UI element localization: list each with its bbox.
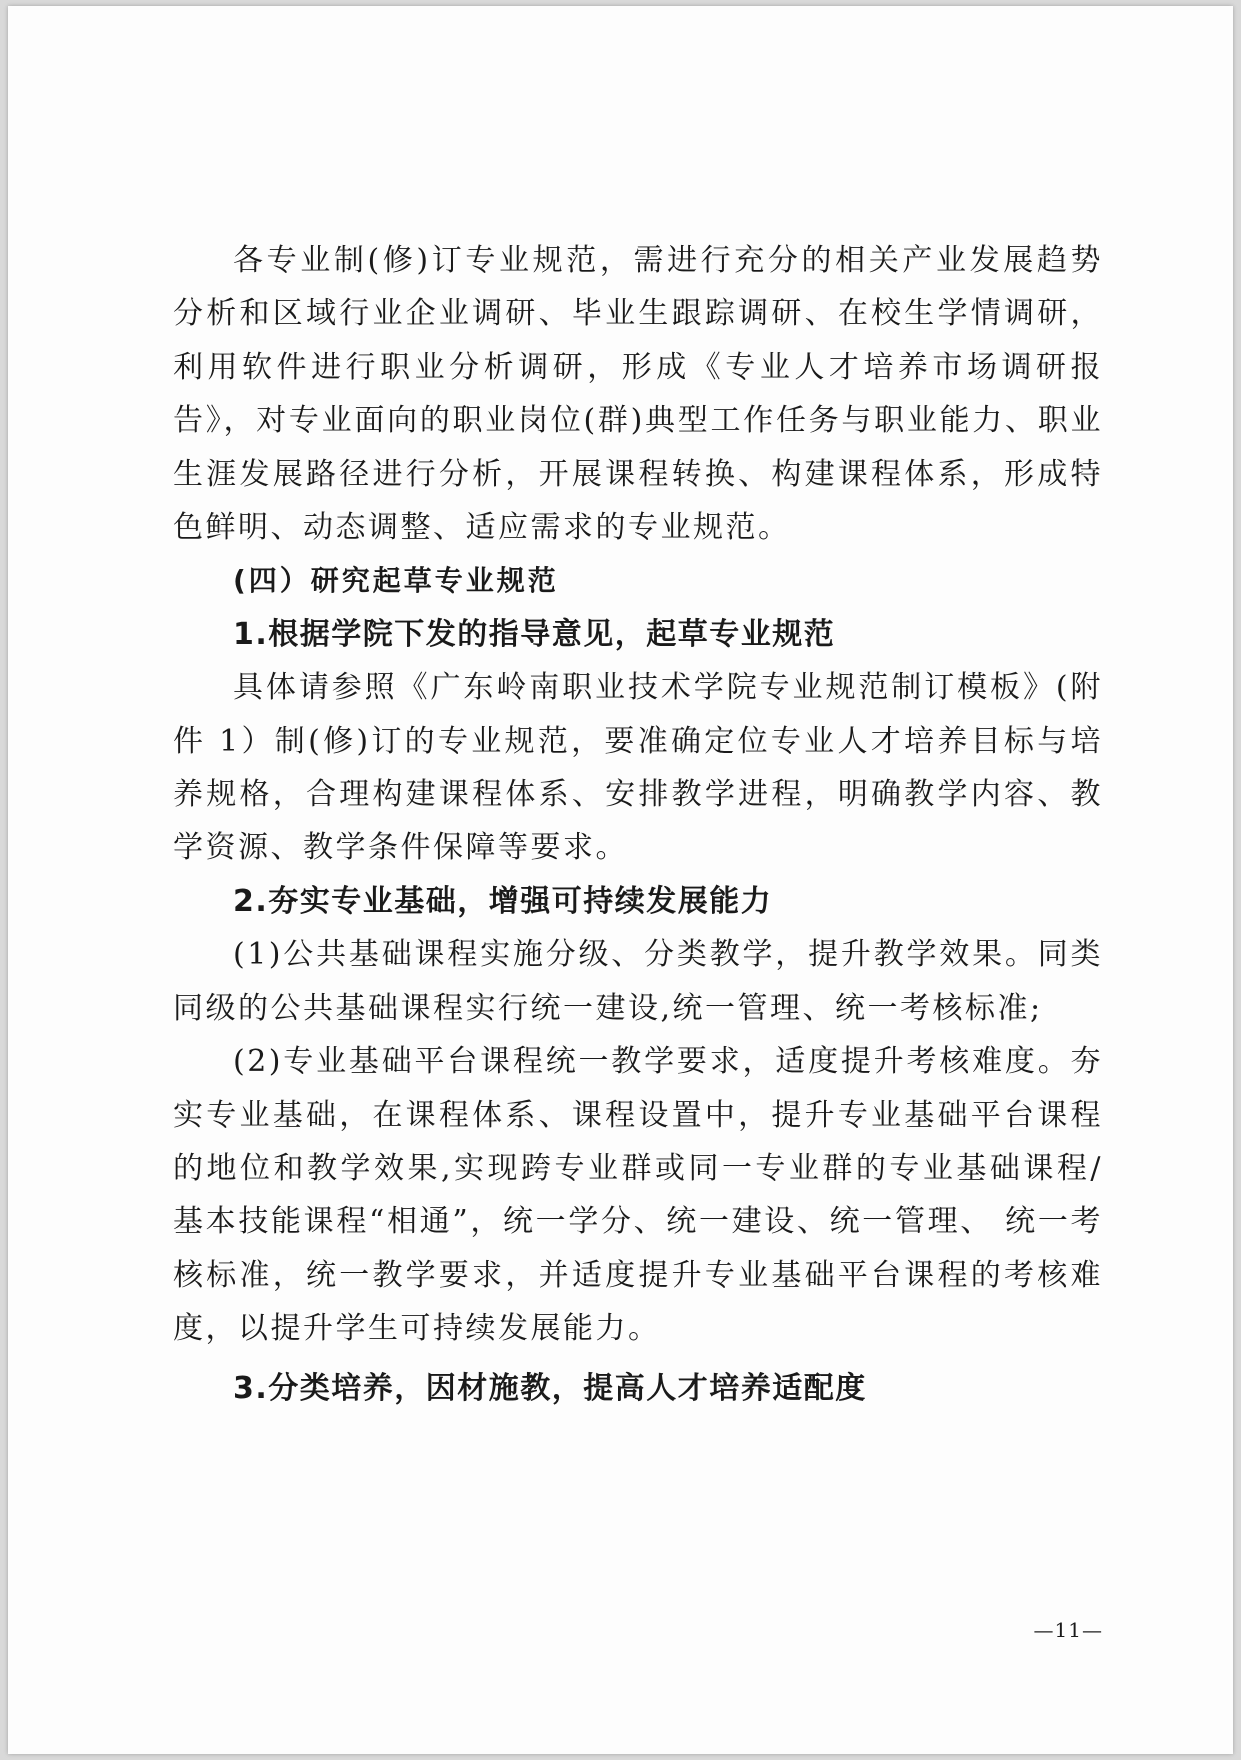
page-body (173, 234, 1103, 1415)
paragraph-item-2: (2)专业基础平台课程统一教学要求，适度提升考核难度。夯实专业基础，在课程体系、课程设置中，提升专业基础平台课程的地位和教学效果,实现跨专业群或同一专业群的专业基础课程/基本技能课程“相通”，统一学分、统一建设、统一管理、 统一考核标准，统一教学要求，并适度提升专业基础平台课程的考核难度，以提升学生可持续发展能力。 (173, 1044, 1103, 1347)
subheading-2: 2.夯实专业基础，增强可持续发展能力 (233, 883, 773, 919)
page-number: —11— (1033, 1618, 1103, 1642)
paragraph-item-1: (1)公共基础课程实施分级、分类教学，提升教学效果。同类同级的公共基础课程实行统一建设,统一管理、统一考核标准; (173, 937, 1103, 1026)
subheading-3: 3.分类培养，因材施教，提高人才培养适配度 (233, 1370, 867, 1406)
document-page (8, 6, 1233, 1754)
paragraph-template-reference: 具体请参照《广东岭南职业技术学院专业规范制订模板》(附件 1）制(修)订的专业规范，要准确定位专业人才培养目标与培养规格，合理构建课程体系、安排教学进程，明确教学内容、教学资源、教学条件保障等要求。 (173, 670, 1103, 866)
subheading-1: 1.根据学院下发的指导意见，起草专业规范 (233, 616, 836, 652)
paragraph-research-requirements: 各专业制(修)订专业规范，需进行充分的相关产业发展趋势分析和区域行业企业调研、毕业生跟踪调研、在校生学情调研，利用软件进行职业分析调研，形成《专业人才培养市场调研报告》，对专业面向的职业岗位(群)典型工作任务与职业能力、职业生涯发展路径进行分析，开展课程转换、构建课程体系，形成特色鲜明、动态调整、适应需求的专业规范。 (173, 243, 1103, 546)
section-heading-4: (四）研究起草专业规范 (233, 564, 559, 598)
